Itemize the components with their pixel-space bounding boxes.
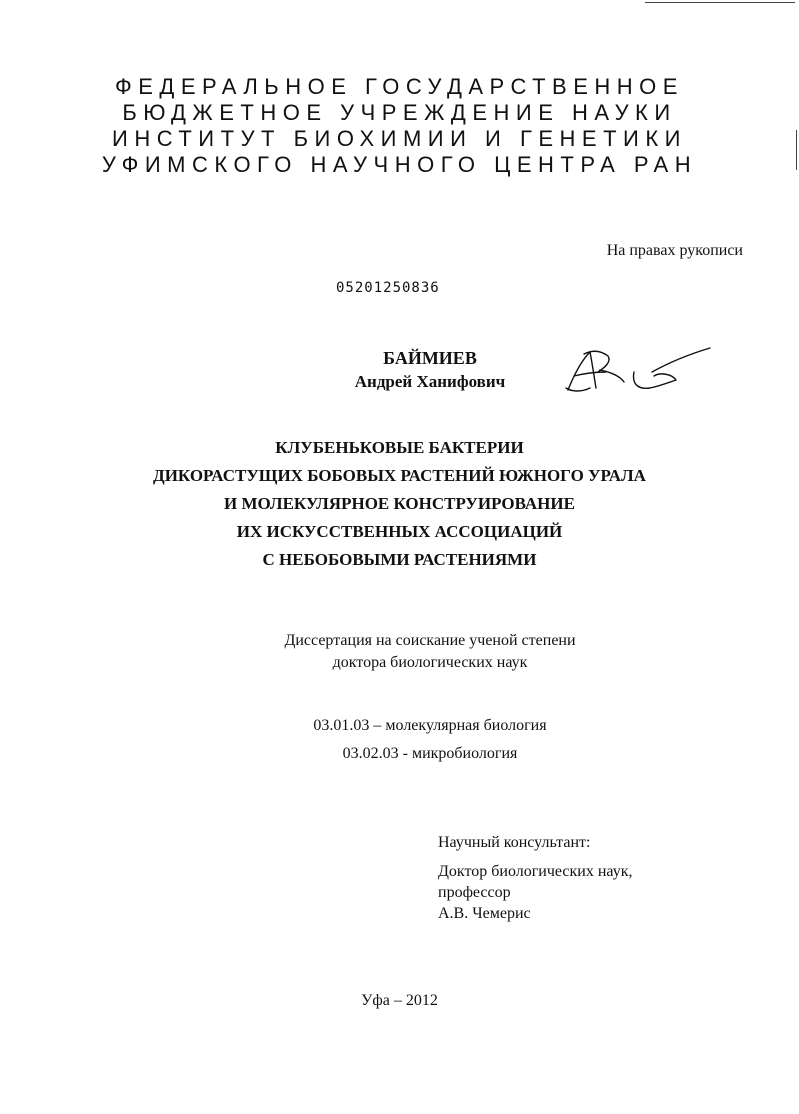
author-block <box>330 346 530 394</box>
institution-line-1: ФЕДЕРАЛЬНОЕ ГОСУДАРСТВЕННОЕ <box>115 74 684 99</box>
consultant-label: Научный консультант: <box>438 834 591 851</box>
degree-line-2: доктора биологических наук <box>332 654 528 671</box>
scan-edge-top <box>645 2 795 3</box>
dissertation-title <box>0 434 799 574</box>
degree-block <box>230 630 630 674</box>
title-line-3: И МОЛЕКУЛЯРНОЕ КОНСТРУИРОВАНИЕ <box>224 494 575 513</box>
consultant-degree: Доктор биологических наук, <box>438 863 633 880</box>
specialty-1: 03.01.03 – молекулярная биология <box>313 717 547 734</box>
title-line-2: ДИКОРАСТУЩИХ БОБОВЫХ РАСТЕНИЙ ЮЖНОГО УРАЛА <box>153 466 646 485</box>
institution-header <box>0 74 799 178</box>
signature <box>560 342 720 402</box>
specialties-block <box>240 712 620 768</box>
author-name: Андрей Ханифович <box>354 372 506 391</box>
manuscript-rights: На правах рукописи <box>606 242 743 259</box>
consultant-block <box>438 832 632 924</box>
institution-line-3: ИНСТИТУТ БИОХИМИИ И ГЕНЕТИКИ <box>112 126 687 151</box>
title-line-1: КЛУБЕНЬКОВЫЕ БАКТЕРИИ <box>275 438 524 457</box>
city-year: Уфа – 2012 <box>361 992 438 1009</box>
institution-line-2: БЮДЖЕТНОЕ УЧРЕЖДЕНИЕ НАУКИ <box>122 100 677 125</box>
specialty-2: 03.02.03 - микробиология <box>342 745 518 762</box>
author-surname: БАЙМИЕВ <box>383 348 477 368</box>
consultant-rank: профессор <box>438 884 511 901</box>
title-line-4: ИХ ИСКУССТВЕННЫХ АССОЦИАЦИЙ <box>236 522 563 541</box>
consultant-name: А.В. Чемерис <box>438 905 531 922</box>
stamp-number: 05201250836 <box>336 280 440 296</box>
institution-line-4: УФИМСКОГО НАУЧНОГО ЦЕНТРА РАН <box>101 152 698 177</box>
title-line-5: С НЕБОБОВЫМИ РАСТЕНИЯМИ <box>262 550 537 569</box>
degree-line-1: Диссертация на соискание ученой степени <box>284 632 576 649</box>
